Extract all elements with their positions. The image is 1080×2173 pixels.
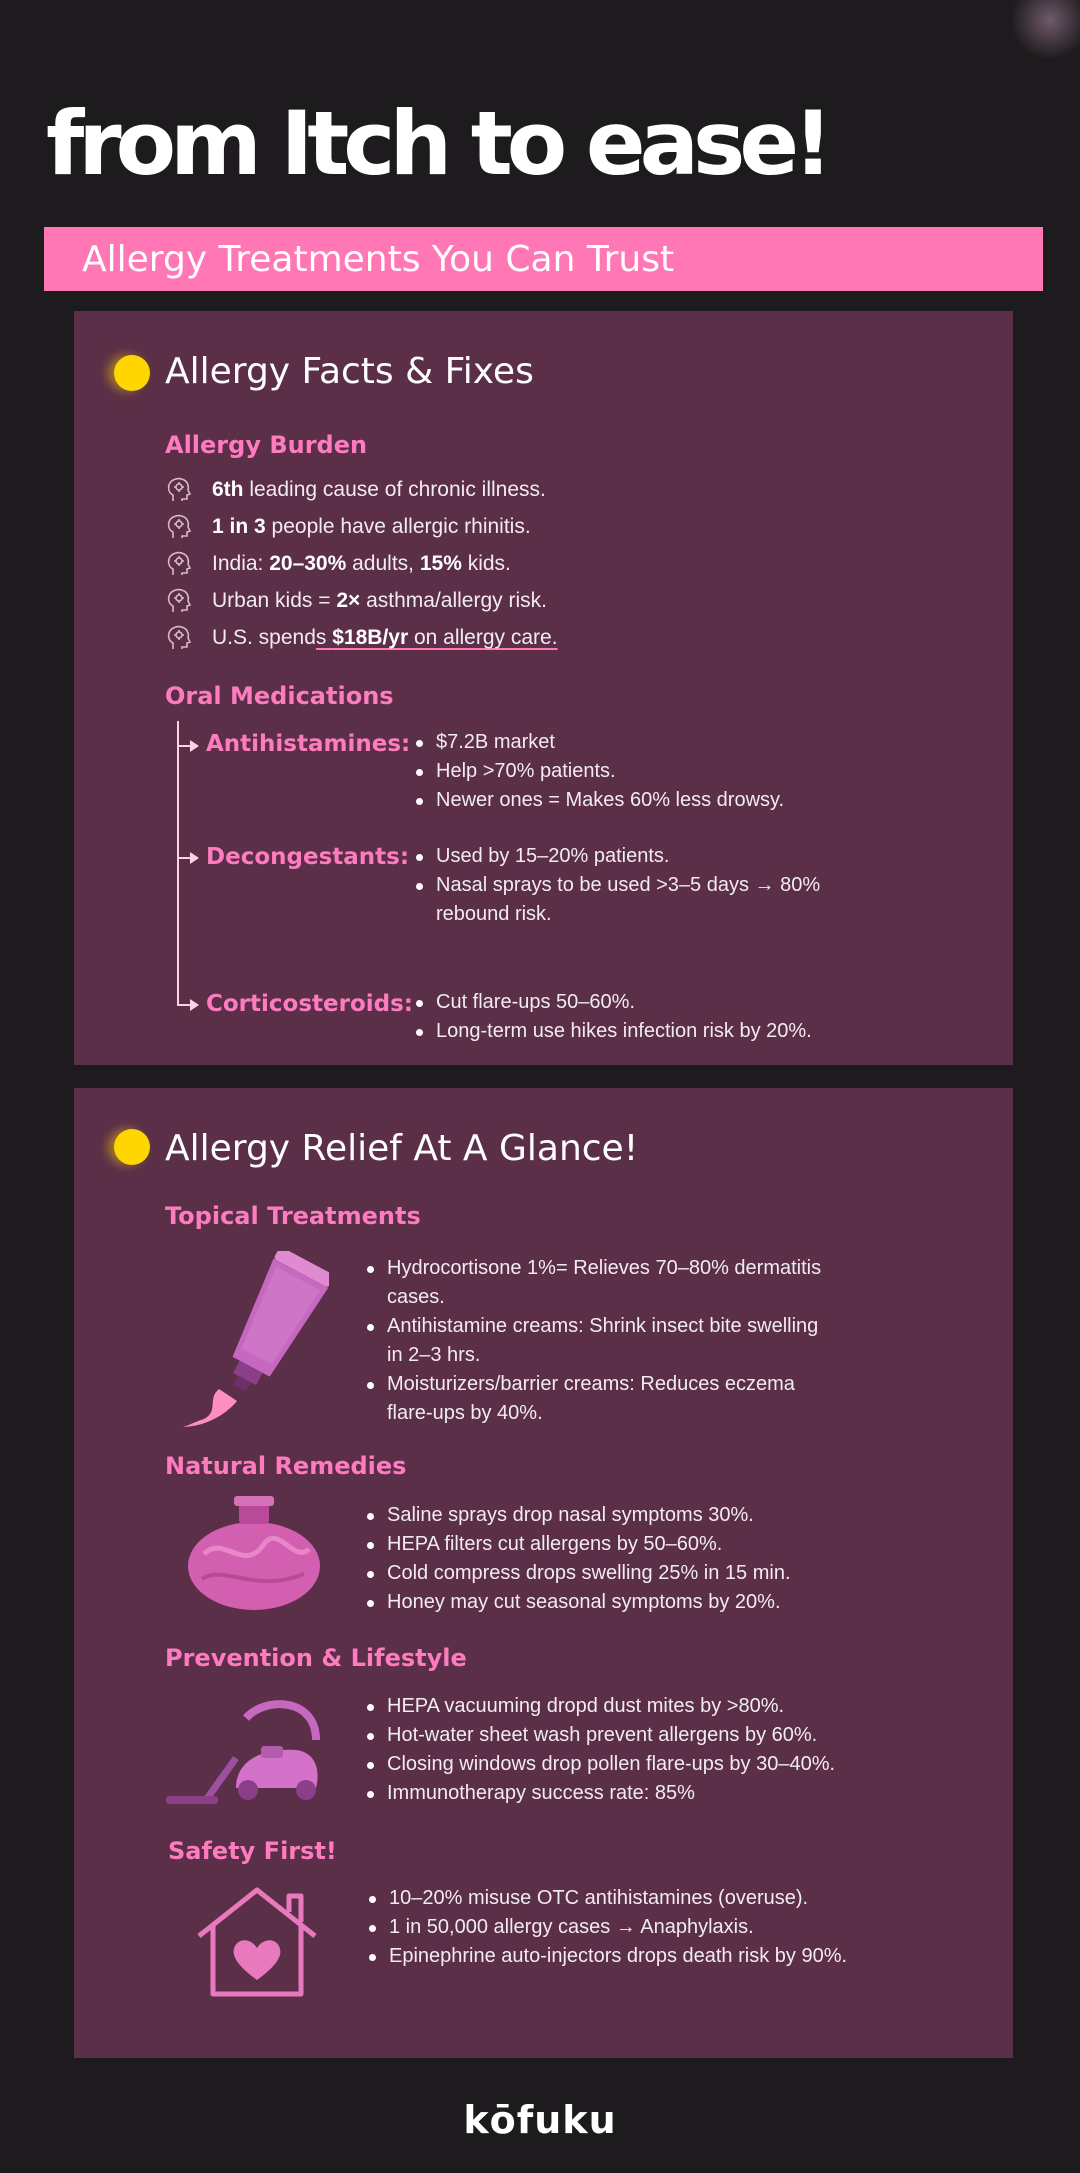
subtitle-text: Allergy Treatments You Can Trust <box>82 238 675 280</box>
list-item: Used by 15–20% patients. <box>414 842 884 871</box>
relief-card <box>74 1088 1013 2058</box>
burden-item: 1 in 3 people have allergic rhinitis. <box>164 512 531 542</box>
antihistamines-label: Antihistamines: <box>206 731 411 757</box>
vacuum-cleaner-icon <box>166 1688 336 1806</box>
list-item: Long-term use hikes infection risk by 20%. <box>414 1017 974 1046</box>
list-item: Honey may cut seasonal symptoms by 20%. <box>365 1588 925 1617</box>
list-item: Newer ones = Makes 60% less drowsy. <box>414 786 954 815</box>
prevention-points <box>365 1692 925 1808</box>
list-item: Nasal sprays to be used >3–5 days → 80% rebound risk. <box>414 871 884 929</box>
arrow-right-icon <box>190 852 200 864</box>
burden-item: 6th leading cause of chronic illness. <box>164 475 546 505</box>
head-virus-icon <box>164 475 194 505</box>
safety-points <box>367 1884 887 1971</box>
head-virus-icon <box>164 512 194 542</box>
list-item: $7.2B market <box>414 728 954 757</box>
list-item: Hot-water sheet wash prevent allergens by 60%. <box>365 1721 925 1750</box>
list-item: Antihistamine creams: Shrink insect bite swelling in 2–3 hrs. <box>365 1312 835 1370</box>
list-item: Epinephrine auto-injectors drops death risk by 90%. <box>367 1942 887 1971</box>
facts-card <box>74 311 1013 1065</box>
arrow-right-icon <box>190 999 200 1011</box>
subtitle-banner <box>44 227 1043 291</box>
list-item: 10–20% misuse OTC antihistamines (overuse). <box>367 1884 887 1913</box>
ice-bag-icon <box>184 1494 324 1614</box>
topical-points <box>365 1254 835 1428</box>
burden-item: U.S. spends $18B/yr on allergy care. <box>164 623 558 653</box>
list-item: Cut flare-ups 50–60%. <box>414 988 974 1017</box>
list-item: Immunotherapy success rate: 85% <box>365 1779 925 1808</box>
facts-card-title: Allergy Facts & Fixes <box>165 351 534 392</box>
list-item: Cold compress drops swelling 25% in 15 min. <box>365 1559 925 1588</box>
list-item: Moisturizers/barrier creams: Reduces eczema flare-ups by 40%. <box>365 1370 835 1428</box>
antihistamines-points <box>414 728 954 815</box>
list-item: 1 in 50,000 allergy cases → Anaphylaxis. <box>367 1913 887 1942</box>
head-virus-icon <box>164 623 194 653</box>
oral-medications-label: Oral Medications <box>165 682 394 710</box>
cream-tube-icon <box>179 1251 329 1429</box>
list-item: Saline sprays drop nasal symptoms 30%. <box>365 1501 925 1530</box>
yellow-dot-icon <box>114 1129 150 1165</box>
natural-points <box>365 1501 925 1617</box>
brand-logo: kōfuku <box>463 2098 617 2142</box>
head-virus-icon <box>164 549 194 579</box>
decongestants-label: Decongestants: <box>206 844 410 870</box>
home-heart-icon <box>195 1884 319 1999</box>
natural-remedies-label: Natural Remedies <box>165 1452 407 1480</box>
list-item: Hydrocortisone 1%= Relieves 70–80% dermatitis cases. <box>365 1254 835 1312</box>
decongestants-points <box>414 842 884 929</box>
relief-card-title: Allergy Relief At A Glance! <box>165 1128 639 1169</box>
list-item: HEPA filters cut allergens by 50–60%. <box>365 1530 925 1559</box>
tree-connector <box>177 721 179 1005</box>
allergy-burden-label: Allergy Burden <box>165 431 368 459</box>
list-item: HEPA vacuuming dropd dust mites by >80%. <box>365 1692 925 1721</box>
head-virus-icon <box>164 586 194 616</box>
arrow-right-icon <box>190 740 200 752</box>
corticosteroids-label: Corticosteroids: <box>206 991 413 1017</box>
list-item: Help >70% patients. <box>414 757 954 786</box>
burden-item: Urban kids = 2× asthma/allergy risk. <box>164 586 547 616</box>
yellow-dot-icon <box>114 355 150 391</box>
list-item: Closing windows drop pollen flare-ups by 30–40%. <box>365 1750 925 1779</box>
prevention-lifestyle-label: Prevention & Lifestyle <box>165 1644 467 1672</box>
topical-treatments-label: Topical Treatments <box>165 1202 421 1230</box>
safety-first-label: Safety First! <box>168 1837 337 1865</box>
burden-item: India: 20–30% adults, 15% kids. <box>164 549 511 579</box>
corticosteroids-points <box>414 988 974 1046</box>
page-title: from Itch to ease! <box>46 92 828 195</box>
corner-glow <box>1010 0 1080 60</box>
